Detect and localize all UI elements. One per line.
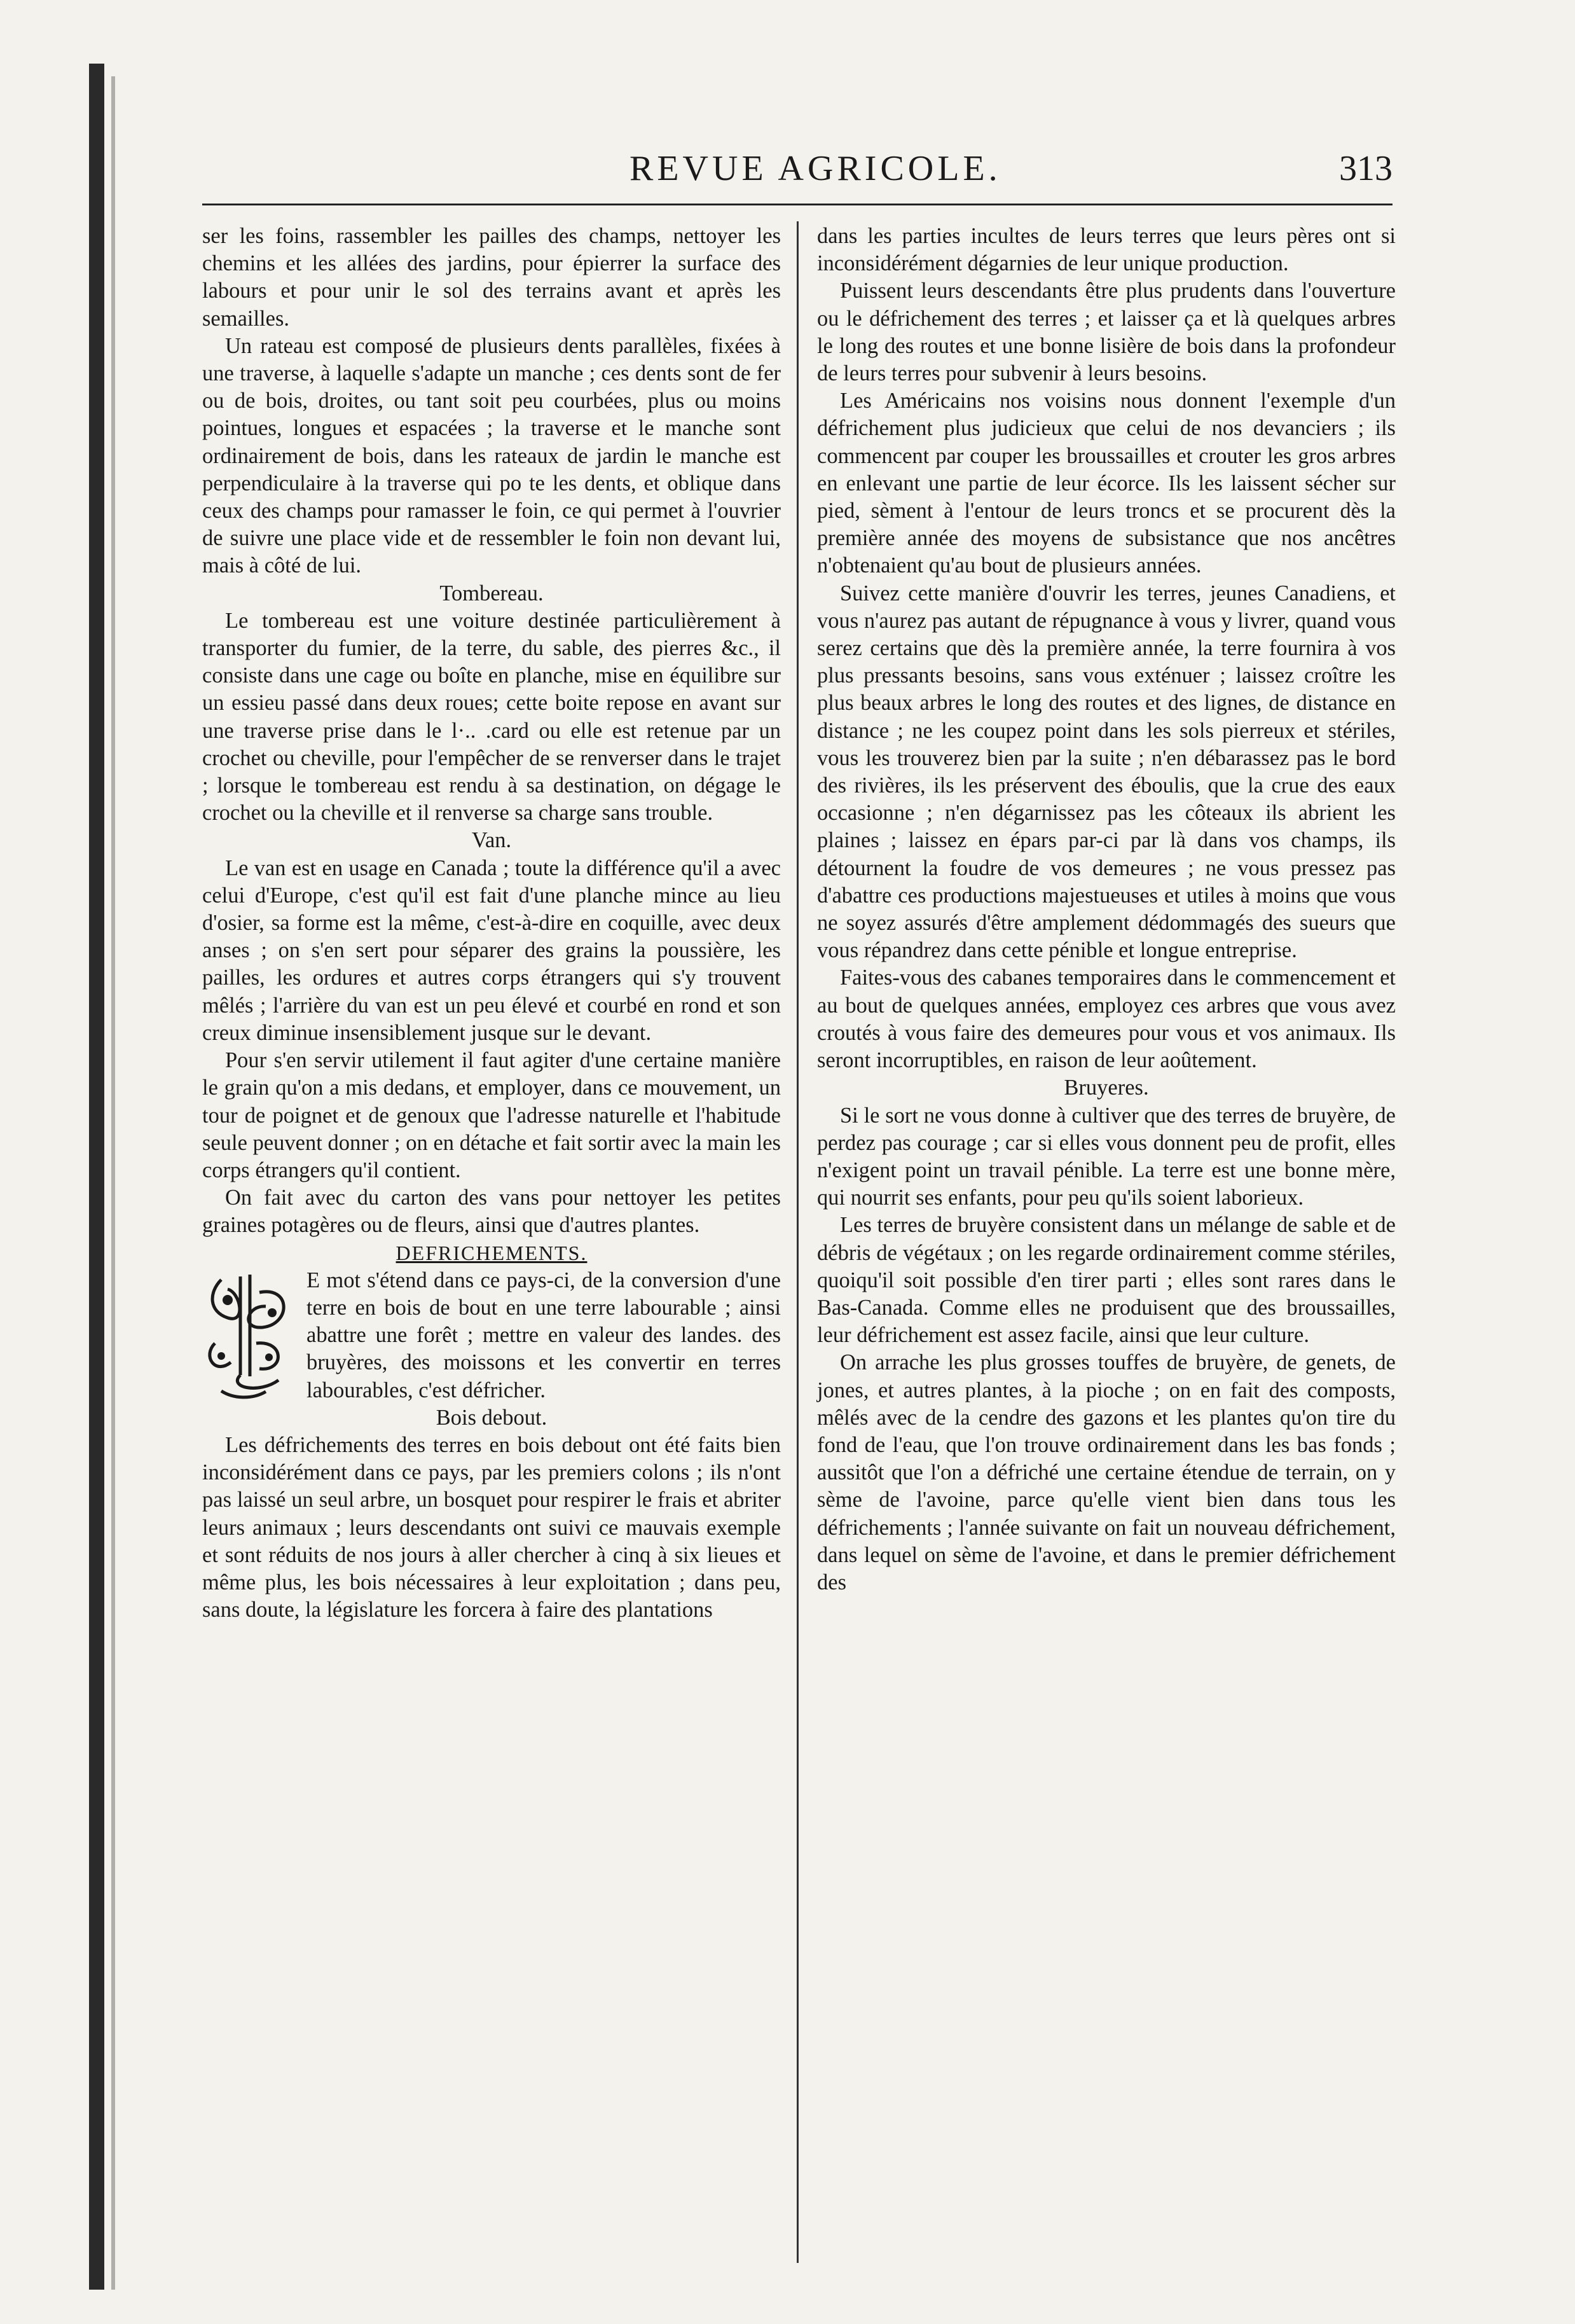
section-heading-bois-debout: Bois debout. [436,1405,547,1430]
paragraph: On fait avec du carton des vans pour nettoyer les petites graines potagères ou de fleurs, ainsi que d'autres plantes. [202,1186,781,1238]
paragraph: Les terres de bruyère consistent dans un mélange de sable et de débris de végétaux ; on les regarde ordinairement comme stériles, quoiqu'il soit possible d'en tirer parti ; elles sont rares dans le Bas-Canada. Comme elles ne produisent que des broussailles, leur défrichement est assez facile, ainsi que leur culture. [817,1213,1396,1348]
column-rule [797,221,799,2263]
paragraph: Suivez cette manière d'ouvrir les terres, jeunes Canadiens, et vous n'aurez pas autant de répugnance à vous y livrer, quand vous serez certains que dès la première année, la terre fournira à vos plus pressants besoins, sans vous exténuer ; laissez croître les plus beaux arbres le long des routes et des lignes, de distance en distance ; ne les coupez point dans les sols pierreux et stériles, vous les trouverez bien par la suite ; n'en débarassez pas le bord des rivières, ils les préservent des éboulis, que la crue des eaux occasionne ; n'en dégarnissez pas les côteaux ils abrient les plaines ; laissez en épars par-ci par là dans vos champs, ils détournent la foudre de vos demeures ; ne vous pressez pas d'abattre ces productions majestueuses et utiles à moins que vous ne soyez assurés d'être amplement dédommagés des sueurs que vous répandrez dans cette pénible et longue entreprise. [817,581,1396,963]
paragraph: On arrache les plus grosses touffes de bruyère, de genets, de jones, et autres plantes, à la pioche ; on en fait des composts, mêlés avec de la cendre des gazons et les plantes qu'on tire du fond de l'eau, que l'on trouve ordinairement dans les bas fonds ; aussitôt que l'on a défriché une certaine étendue de terrain, on y sème de l'avoine, parce qu'elle vient bien dans tous les défrichements ; l'année suivante on fait un nouveau défrichement, dans lequel on sème de l'avoine, et dans le premier défrichement des [817,1350,1396,1594]
page-spine-edge [111,76,115,2290]
section-heading-defrichements: DEFRICHEMENTS. [395,1241,588,1264]
running-header [197,143,1393,194]
paragraph: Les Américains nos voisins nous donnent l'exemple d'un défrichement plus judicieux que celui de nos devanciers ; ils commencent par couper les broussailles et crouter les gros arbres en enlevant une partie de leur écorce. Ils les laissent sécher sur pied, sèment à l'entour de leurs troncs et se procurent dès la première année des moyens de subsistance que nos ancêtres n'obtenaient qu'au bout de plusieurs années. [817,389,1396,578]
paragraph: Pour s'en servir utilement il faut agiter d'une certaine manière le grain qu'on a mis dedans, et employer, dans ce mouvement, un tour de poignet et de genoux que l'adresse naturelle et l'habitude seule peuvent donner ; on en détache et fait sortir avec la main les corps étrangers qu'il contient. [202,1048,781,1182]
paragraph: Puissent leurs descendants être plus prudents dans l'ouverture ou le défrichement des terres ; et laisser ça et là quelques arbres le long des routes et une bonne lisière de bois dans la profondeur de leurs terres pour subvenir à leurs besoins. [817,279,1396,386]
section-heading-bruyeres: Bruyeres. [1064,1076,1149,1100]
section-heading-van: Van. [471,828,512,853]
dropcap-paragraph [202,1267,781,1404]
page-number: 313 [1339,149,1393,188]
paragraph: Le van est en usage en Canada ; toute la différence qu'il a avec celui d'Europe, c'est qu'il est fait d'une planche mince au lieu d'osier, sa forme est la même, c'est-à-dire en coquille, avec deux anses ; on s'en sert pour séparer des grains la poussière, les pailles, les ordures et autres corps étrangers qui s'y trouvent mêlés ; l'arrière du van est un peu élevé et courbé en rond et son creux diminue insensiblement jusque sur le devant. [202,855,781,1045]
journal-title: REVUE AGRICOLE. [629,149,1001,188]
paragraph: Un rateau est composé de plusieurs dents parallèles, fixées à une traverse, à laquelle s'adapte un manche ; ces dents sont de fer ou de bois, droites, ou tant soit peu courbées, plus ou moins pointues, longues et espacées ; la traverse et le manche sont ordinairement de bois, dans les rateaux de jardin le manche est perpendiculaire à la traverse qui po te les dents, et oblique dans ceux des champs pour ramasser le foin, ce qui permet à l'ouvrier de suivre une place vide et de ressembler le foin non devant lui, mais à côté de lui. [202,333,781,578]
left-column [202,223,781,1624]
paragraph: dans les parties incultes de leurs terres que leurs pères ont si inconsidérément dégarnies de leur unique production. [817,224,1396,276]
paragraph: Le tombereau est une voiture destinée particulièrement à transporter du fumier, de la terre, du sable, des pierres &c., il consiste dans une cage ou boîte en planche, mise en équilibre sur un essieu passé dans deux roues; cette boite repose en avant sur une traverse prise dans le l·.. .card ou elle est retenue par un crochet ou cheville, pour l'empêcher de se renverser dans le trajet ; lorsque le tombereau est rendu à sa destination, on dégage le crochet ou la cheville et il renverse sa charge sans trouble. [202,608,781,826]
ornamental-initial-l-icon [202,1267,298,1402]
paragraph: ser les foins, rassembler les pailles des champs, nettoyer les chemins et les allées des jardins, pour épierrer la surface des labours et pour unir le sol des terrains avant et après les semailles. [202,224,781,331]
page-spine-shadow [89,64,104,2290]
paragraph: Les défrichements des terres en bois debout ont été faits bien inconsidérément dans ce pays, par les premiers colons ; ils n'ont pas laissé un seul arbre, un bosquet pour respirer le frais et abriter leurs animaux ; leurs descendants ont suivi ce mauvais exemple et sont réduits de nos jours à aller chercher à cinq à six lieues et même plus, les bois nécessaires à leur exploitation ; dans peu, sans doute, la législature les forcera à faire des plantations [202,1432,781,1622]
paragraph: Si le sort ne vous donne à cultiver que des terres de bruyère, de perdez pas courage ; car si elles vous donnent peu de profit, elles n'exigent point un travail pénible. La terre est une bonne mère, qui nourrit ses enfants, pour peu qu'ils soient laborieux. [817,1103,1396,1210]
header-rule [202,204,1393,205]
section-heading-tombereau: Tombereau. [439,581,544,605]
paragraph: E mot s'étend dans ce pays-ci, de la conversion d'une terre en bois de bout en une terre labourable ; ainsi abattre une forêt ; mettre en valeur des landes. des bruyères, des moissons et les convertir en terres labourables, c'est défricher. [306,1268,781,1402]
paragraph: Faites-vous des cabanes temporaires dans le commencement et au bout de quelques années, employez ces arbres que vous avez croutés à vous faire des demeures pour vous et vos animaux. Ils seront incorruptibles, en raison de leur aoûtement. [817,965,1396,1073]
right-column [817,223,1396,1596]
